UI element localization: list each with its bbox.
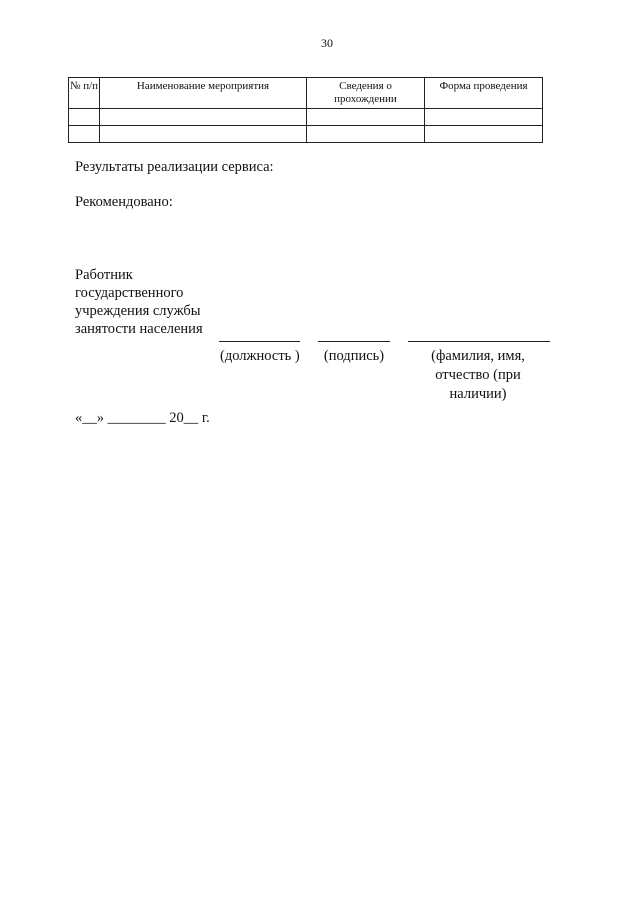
worker-line: учреждения службы — [75, 303, 201, 319]
header-form: Форма проведения — [425, 78, 543, 109]
position-caption: (должность ) — [220, 348, 300, 364]
table-cell — [100, 109, 307, 126]
worker-line: государственного — [75, 285, 184, 301]
page-number: 30 — [321, 36, 333, 50]
events-table — [68, 77, 543, 143]
position-line — [219, 341, 300, 342]
results-label: Результаты реализации сервиса: — [75, 159, 274, 175]
name-caption: (фамилия, имя, отчество (при наличии) — [431, 348, 525, 402]
table-cell — [69, 126, 100, 143]
table-cell — [100, 126, 307, 143]
signature-line — [318, 341, 390, 342]
header-completion-info: Сведения о прохождении — [307, 78, 425, 109]
table-header-row — [69, 78, 543, 109]
table-row — [69, 126, 543, 143]
table-cell — [425, 126, 543, 143]
table-cell — [425, 109, 543, 126]
worker-label — [75, 266, 203, 338]
table-row — [69, 109, 543, 126]
date-line: «__» ________ 20__ г. — [75, 410, 210, 426]
recommended-label: Рекомендовано: — [75, 194, 173, 210]
name-line — [408, 341, 550, 342]
table-cell — [69, 109, 100, 126]
table-cell — [307, 126, 425, 143]
header-event-name: Наименование мероприятия — [100, 78, 307, 109]
worker-line: Работник — [75, 267, 133, 283]
worker-line: занятости населения — [75, 321, 203, 337]
header-number: № п/п — [69, 78, 100, 109]
signature-caption: (подпись) — [323, 348, 385, 364]
table-cell — [307, 109, 425, 126]
